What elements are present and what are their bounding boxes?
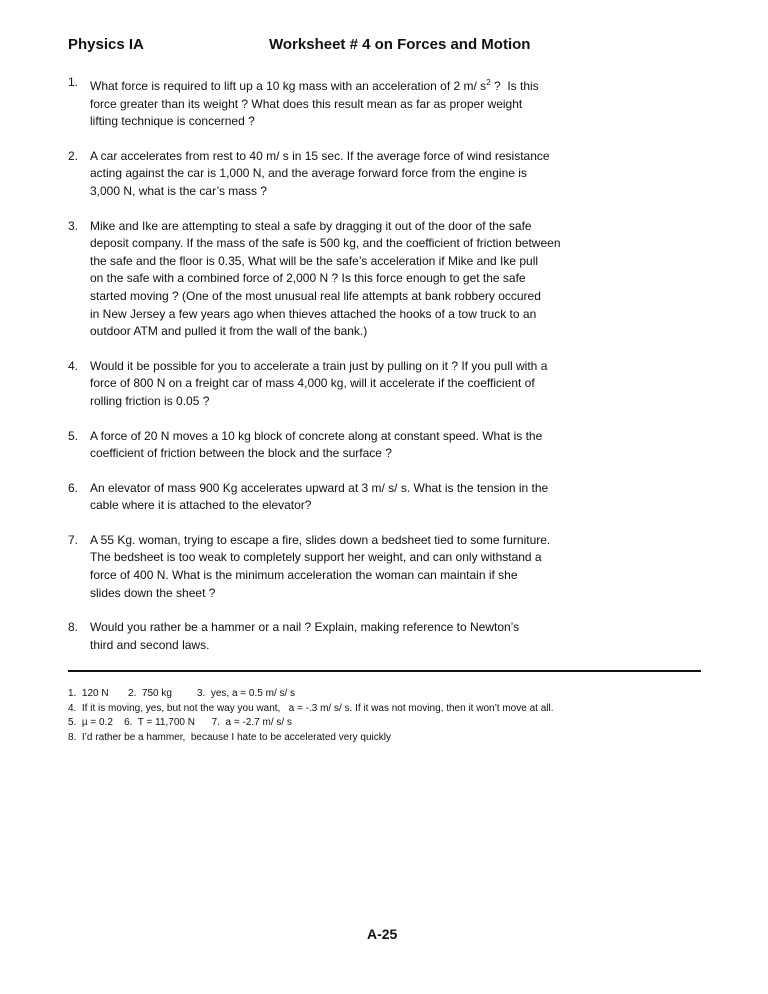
question-line: A force of 20 N moves a 10 kg block of concrete along at constant speed. What is the — [90, 428, 543, 443]
question-line: third and second laws. — [90, 637, 210, 652]
question-line: acting against the car is 1,000 N, and the average forward force from the engine is — [90, 166, 527, 181]
question-line: coefficient of friction between the block and the surface ? — [90, 446, 392, 461]
worksheet-title: Worksheet # 4 on Forces and Motion — [269, 36, 531, 53]
question-text — [90, 532, 598, 602]
question-text — [90, 619, 598, 654]
question-line: The bedsheet is too weak to completely support her weight, and can only withstand a — [90, 550, 542, 565]
question-line: in New Jersey a few years ago when thieves attached the hooks of a tow truck to an — [90, 306, 537, 321]
question-number: 3. — [68, 218, 79, 233]
question-number: 5. — [68, 428, 79, 443]
question-item — [68, 480, 598, 515]
question-line: cable where it is attached to the elevator? — [90, 498, 312, 513]
question-line: Would it be possible for you to accelerate a train just by pulling on it ? If you pull with a — [90, 358, 548, 373]
question-number: 1. — [68, 75, 79, 89]
question-item — [68, 619, 598, 654]
question-line: force of 800 N on a freight car of mass 4,000 kg, will it accelerate if the coefficient of — [90, 376, 535, 391]
question-line: deposit company. If the mass of the safe is 500 kg, and the coefficient of friction between — [90, 236, 561, 251]
question-text — [90, 358, 598, 411]
answer-line: 5. µ = 0.2 6. T = 11,700 N 7. a = -2.7 m/ s/ s — [68, 717, 292, 728]
question-list — [68, 74, 598, 671]
exponent: 2 — [486, 78, 491, 87]
question-line: Would you rather be a hammer or a nail ? Explain, making reference to Newton’s — [90, 620, 520, 635]
question-line: lifting technique is concerned ? — [90, 114, 255, 129]
answer-line: 1. 120 N 2. 750 kg 3. yes, a = 0.5 m/ s/ s — [68, 688, 296, 699]
question-line-tail: ? Is this — [490, 79, 539, 93]
question-text — [90, 218, 598, 341]
answer-line: 4. If it is moving, yes, but not the way you want, a = -.3 m/ s/ s. If it was not moving, then it won’t move at all. — [68, 702, 554, 714]
question-item — [68, 358, 598, 411]
question-number: 2. — [68, 148, 79, 163]
question-number: 4. — [68, 358, 79, 373]
question-line: Mike and Ike are attempting to steal a safe by dragging it out of the door of the safe — [90, 218, 532, 233]
question-line: 3,000 N, what is the car’s mass ? — [90, 183, 267, 198]
question-item — [68, 218, 598, 341]
question-item — [68, 428, 598, 463]
page-number: A-25 — [367, 926, 398, 942]
question-line: the safe and the floor is 0.35, What will be the safe’s acceleration if Mike and Ike pull — [90, 253, 539, 268]
question-line — [90, 74, 598, 96]
question-line: rolling friction is 0.05 ? — [90, 393, 210, 408]
question-line: started moving ? (One of the most unusual real life attempts at bank robbery occured — [90, 288, 541, 303]
question-item — [68, 74, 598, 131]
question-line: force greater than its weight ? What does this result mean as far as proper weight — [90, 96, 523, 111]
question-line: A 55 Kg. woman, trying to escape a fire, slides down a bedsheet tied to some furniture. — [90, 532, 551, 547]
question-text — [90, 480, 598, 515]
question-line: slides down the sheet ? — [90, 585, 216, 600]
question-line: force of 400 N. What is the minimum acceleration the woman can maintain if she — [90, 568, 518, 583]
question-line-text: What force is required to lift up a 10 kg mass with an acceleration of 2 m/ s — [90, 79, 487, 93]
question-line: A car accelerates from rest to 40 m/ s in 15 sec. If the average force of wind resistance — [90, 148, 550, 163]
question-text — [90, 148, 598, 201]
question-number: 7. — [68, 532, 79, 547]
question-number: 8. — [68, 620, 79, 635]
answer-key — [68, 687, 554, 745]
divider-line — [68, 670, 701, 672]
course-name: Physics IA — [68, 36, 144, 53]
question-item — [68, 532, 598, 602]
question-line: on the safe with a combined force of 2,000 N ? Is this force enough to get the safe — [90, 271, 526, 286]
question-text — [90, 428, 598, 463]
answer-line: 8. I’d rather be a hammer, because I hate to be accelerated very quickly — [68, 731, 391, 743]
question-line: An elevator of mass 900 Kg accelerates upward at 3 m/ s/ s. What is the tension in the — [90, 480, 549, 495]
question-number: 6. — [68, 480, 79, 495]
question-item — [68, 148, 598, 201]
question-text — [90, 74, 598, 131]
question-line: outdoor ATM and pulled it from the wall of the bank.) — [90, 324, 368, 339]
